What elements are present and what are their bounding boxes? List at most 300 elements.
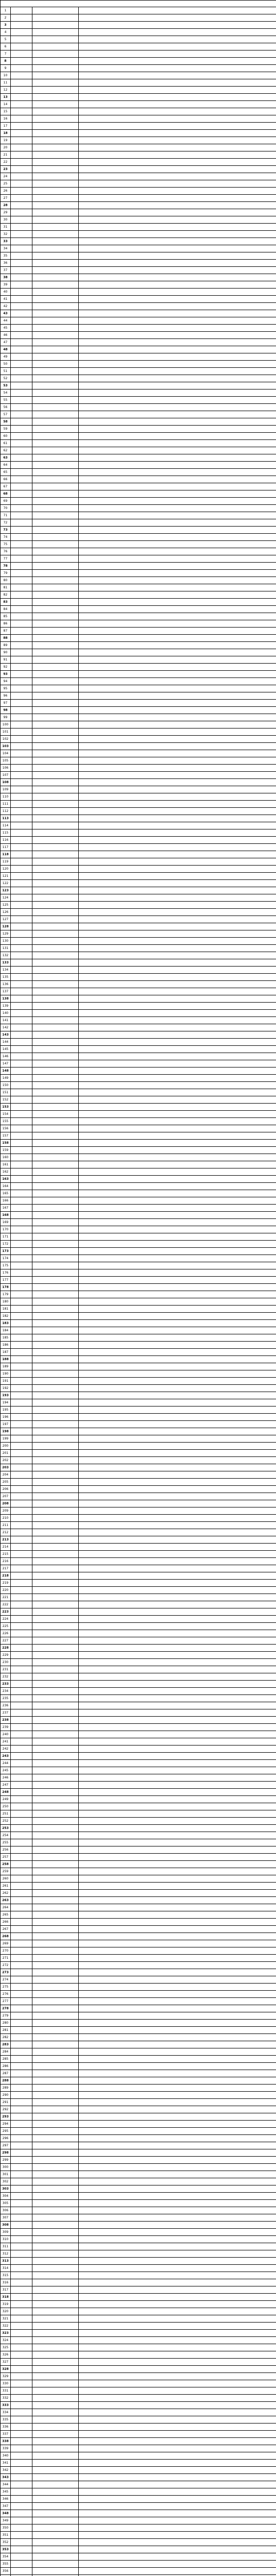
row-city [32, 1890, 79, 1897]
row-city [32, 1082, 79, 1089]
row-province [11, 519, 32, 527]
row-rule [79, 1017, 276, 1024]
row-province [11, 151, 32, 159]
row-city [32, 1565, 79, 1572]
row-index: 85 [1, 613, 11, 620]
row-index: 116 [1, 837, 11, 844]
row-city [32, 620, 79, 628]
row-city [32, 1616, 79, 1623]
row-rule [79, 1616, 276, 1623]
row-province [11, 707, 32, 714]
row-city [32, 166, 79, 173]
row-city [32, 339, 79, 346]
row-city [32, 180, 79, 188]
row-province [11, 2539, 32, 2546]
row-city [32, 267, 79, 274]
row-city [32, 570, 79, 577]
row-city [32, 1370, 79, 1378]
row-index: 158 [1, 1140, 11, 1147]
row-city [32, 678, 79, 685]
row-rule [79, 2070, 276, 2077]
row-city [32, 2027, 79, 2034]
row-rule [79, 252, 276, 260]
row-province [11, 2106, 32, 2113]
table-row [1, 476, 276, 483]
row-province [11, 1861, 32, 1868]
table-row [1, 1731, 276, 1738]
row-city [32, 87, 79, 94]
table-row [1, 1370, 276, 1378]
row-rule [79, 1479, 276, 1486]
row-province [11, 1897, 32, 1904]
row-index: 73 [1, 527, 11, 534]
row-province [11, 1616, 32, 1623]
row-index: 23 [1, 166, 11, 173]
row-index: 186 [1, 1342, 11, 1349]
table-row [1, 909, 276, 916]
table-row [1, 1984, 276, 1991]
row-index: 244 [1, 1760, 11, 1767]
row-rule [79, 2258, 276, 2265]
row-index: 200 [1, 1443, 11, 1450]
row-index: 324 [1, 2337, 11, 2344]
row-province [11, 180, 32, 188]
row-province [11, 245, 32, 252]
table-row [1, 548, 276, 555]
table-row [1, 1190, 276, 1197]
row-rule [79, 1334, 276, 1342]
row-rule [79, 1464, 276, 1471]
table-row [1, 1176, 276, 1183]
row-index: 41 [1, 296, 11, 303]
row-rule [79, 1161, 276, 1168]
row-city [32, 1385, 79, 1392]
row-rule [79, 296, 276, 303]
row-province [11, 1673, 32, 1681]
row-rule [79, 332, 276, 339]
row-city [32, 123, 79, 130]
row-rule [79, 2272, 276, 2279]
table-row [1, 2474, 276, 2481]
row-city [32, 1479, 79, 1486]
row-province [11, 1363, 32, 1370]
row-city [32, 541, 79, 548]
row-province [11, 1493, 32, 1500]
row-index: 326 [1, 2351, 11, 2359]
row-city [32, 577, 79, 584]
row-rule [79, 894, 276, 902]
row-rule [79, 389, 276, 397]
table-row [1, 2135, 276, 2142]
row-index: 115 [1, 829, 11, 837]
row-province [11, 2135, 32, 2142]
row-index: 316 [1, 2279, 11, 2286]
row-rule [79, 411, 276, 418]
row-city [32, 1053, 79, 1060]
row-index: 199 [1, 1435, 11, 1443]
row-index: 32 [1, 231, 11, 238]
table-row [1, 1428, 276, 1435]
row-rule [79, 1724, 276, 1731]
table-row [1, 1205, 276, 1212]
row-city [32, 2121, 79, 2128]
row-province [11, 1745, 32, 1753]
table-row [1, 1681, 276, 1688]
row-province [11, 1500, 32, 1507]
row-province [11, 1782, 32, 1789]
row-rule [79, 1890, 276, 1897]
table-row [1, 339, 276, 346]
row-city [32, 1132, 79, 1140]
row-province [11, 1854, 32, 1861]
row-index: 208 [1, 1500, 11, 1507]
row-rule [79, 361, 276, 368]
table-row [1, 1017, 276, 1024]
row-index: 69 [1, 498, 11, 505]
table-row [1, 2236, 276, 2243]
row-city [32, 2380, 79, 2387]
row-index: 113 [1, 815, 11, 822]
row-province [11, 1435, 32, 1443]
row-index: 24 [1, 173, 11, 180]
row-index: 259 [1, 1868, 11, 1875]
table-row [1, 397, 276, 404]
row-index: 171 [1, 1233, 11, 1241]
row-index: 33 [1, 238, 11, 245]
row-city [32, 1168, 79, 1176]
row-province [11, 2488, 32, 2496]
row-rule [79, 656, 276, 664]
row-city [32, 1695, 79, 1702]
table-row [1, 1031, 276, 1039]
table-row [1, 2106, 276, 2113]
row-index: 107 [1, 772, 11, 779]
row-province [11, 2149, 32, 2157]
row-rule [79, 2337, 276, 2344]
row-province [11, 29, 32, 36]
row-index: 160 [1, 1154, 11, 1161]
row-index: 99 [1, 714, 11, 721]
row-province [11, 1998, 32, 2005]
table-row [1, 1666, 276, 1673]
row-rule [79, 642, 276, 649]
row-rule [79, 1673, 276, 1681]
table-row [1, 988, 276, 995]
row-index: 250 [1, 1803, 11, 1810]
row-province [11, 2121, 32, 2128]
table-row [1, 1060, 276, 1067]
row-city [32, 1010, 79, 1017]
row-province [11, 1933, 32, 1940]
row-index: 10 [1, 72, 11, 79]
row-rule [79, 1443, 276, 1450]
row-index: 49 [1, 353, 11, 361]
row-city [32, 1810, 79, 1818]
row-rule [79, 1637, 276, 1645]
row-city [32, 1219, 79, 1226]
row-rule [79, 1414, 276, 1421]
table-row [1, 1132, 276, 1140]
table-row [1, 1947, 276, 1955]
row-rule [79, 873, 276, 880]
table-row [1, 252, 276, 260]
row-city [32, 844, 79, 851]
row-rule [79, 1796, 276, 1803]
table-row [1, 1039, 276, 1046]
row-rule [79, 1904, 276, 1911]
row-province [11, 2279, 32, 2286]
row-rule [79, 577, 276, 584]
row-index: 55 [1, 397, 11, 404]
table-row [1, 209, 276, 216]
row-index: 223 [1, 1608, 11, 1616]
row-province [11, 1471, 32, 1479]
row-city [32, 2178, 79, 2185]
table-row [1, 858, 276, 866]
table-title [1, 1, 276, 7]
row-city [32, 1392, 79, 1399]
table-row [1, 43, 276, 50]
row-city [32, 2113, 79, 2121]
row-province [11, 2084, 32, 2092]
row-index: 62 [1, 447, 11, 454]
table-row [1, 1147, 276, 1154]
table-row [1, 1955, 276, 1962]
row-rule [79, 101, 276, 108]
row-city [32, 65, 79, 72]
table-row [1, 1897, 276, 1904]
row-province [11, 757, 32, 765]
table-row [1, 1760, 276, 1767]
row-city [32, 1212, 79, 1219]
row-rule [79, 1839, 276, 1846]
row-province [11, 858, 32, 866]
table-row [1, 368, 276, 375]
row-city [32, 894, 79, 902]
table-row [1, 1183, 276, 1190]
table-row [1, 101, 276, 108]
row-index: 203 [1, 1464, 11, 1471]
row-province [11, 1349, 32, 1356]
row-city [32, 173, 79, 180]
table-row [1, 389, 276, 397]
row-rule [79, 490, 276, 498]
row-rule [79, 1594, 276, 1601]
row-province [11, 361, 32, 368]
table-row [1, 36, 276, 43]
row-index: 335 [1, 2416, 11, 2424]
row-city [32, 2546, 79, 2553]
row-city [32, 2171, 79, 2178]
row-province [11, 1443, 32, 1450]
row-rule [79, 1587, 276, 1594]
row-index: 240 [1, 1731, 11, 1738]
table-row [1, 786, 276, 793]
row-city [32, 440, 79, 447]
row-city [32, 1601, 79, 1608]
row-rule [79, 1558, 276, 1565]
row-rule [79, 1702, 276, 1709]
row-rule [79, 1717, 276, 1724]
row-rule [79, 1053, 276, 1060]
row-rule [79, 1320, 276, 1327]
row-city [32, 974, 79, 981]
table-row [1, 1241, 276, 1248]
row-index: 165 [1, 1190, 11, 1197]
row-index: 317 [1, 2286, 11, 2294]
row-city [32, 1464, 79, 1471]
row-index: 327 [1, 2359, 11, 2366]
table-row [1, 2366, 276, 2373]
row-city [32, 1630, 79, 1637]
row-city [32, 296, 79, 303]
row-rule [79, 2077, 276, 2084]
row-city [32, 43, 79, 50]
row-province [11, 144, 32, 151]
row-rule [79, 2359, 276, 2366]
row-province [11, 137, 32, 144]
table-row [1, 447, 276, 454]
table-row [1, 815, 276, 822]
row-index: 237 [1, 1709, 11, 1717]
table-row [1, 873, 276, 880]
row-province [11, 1313, 32, 1320]
row-province [11, 1450, 32, 1457]
row-rule [79, 202, 276, 209]
row-city [32, 721, 79, 728]
row-index: 145 [1, 1046, 11, 1053]
row-index: 297 [1, 2142, 11, 2149]
row-province [11, 2236, 32, 2243]
row-index: 59 [1, 426, 11, 433]
row-rule [79, 967, 276, 974]
row-rule [79, 2034, 276, 2041]
row-rule [79, 2474, 276, 2481]
table-row [1, 1075, 276, 1082]
table-row [1, 2452, 276, 2460]
row-rule [79, 851, 276, 858]
row-province [11, 959, 32, 967]
row-index: 135 [1, 974, 11, 981]
row-index: 180 [1, 1298, 11, 1306]
table-row [1, 959, 276, 967]
row-rule [79, 1608, 276, 1616]
row-city [32, 476, 79, 483]
row-province [11, 1053, 32, 1060]
row-province [11, 2243, 32, 2250]
row-index: 268 [1, 1933, 11, 1940]
row-index: 228 [1, 1645, 11, 1652]
row-province [11, 1753, 32, 1760]
table-row [1, 2243, 276, 2250]
table-row [1, 274, 276, 281]
row-province [11, 389, 32, 397]
row-city [32, 866, 79, 873]
row-city [32, 642, 79, 649]
row-province [11, 1219, 32, 1226]
row-province [11, 2193, 32, 2200]
row-province [11, 2409, 32, 2416]
row-rule [79, 2452, 276, 2460]
table-row [1, 714, 276, 721]
table-row [1, 2445, 276, 2452]
row-province [11, 382, 32, 389]
table-row [1, 1125, 276, 1132]
row-city [32, 58, 79, 65]
row-city [32, 995, 79, 1003]
row-index: 351 [1, 2532, 11, 2539]
row-city [32, 1652, 79, 1659]
row-index: 7 [1, 50, 11, 58]
row-city [32, 159, 79, 166]
row-index: 120 [1, 866, 11, 873]
row-province [11, 967, 32, 974]
row-index: 119 [1, 858, 11, 866]
table-row [1, 346, 276, 353]
row-province [11, 65, 32, 72]
row-index: 336 [1, 2424, 11, 2431]
row-index: 192 [1, 1385, 11, 1392]
row-city [32, 1861, 79, 1868]
row-province [11, 1551, 32, 1558]
row-province [11, 1241, 32, 1248]
row-index: 159 [1, 1147, 11, 1154]
row-province [11, 426, 32, 433]
row-rule [79, 1572, 276, 1580]
row-index: 295 [1, 2128, 11, 2135]
row-province [11, 2532, 32, 2539]
row-city [32, 1875, 79, 1883]
row-province [11, 108, 32, 115]
row-rule [79, 2330, 276, 2337]
row-rule [79, 2416, 276, 2424]
row-city [32, 2185, 79, 2193]
row-rule [79, 887, 276, 894]
row-province [11, 216, 32, 224]
table-row [1, 1161, 276, 1168]
row-index: 314 [1, 2265, 11, 2272]
row-index: 138 [1, 995, 11, 1003]
row-index: 176 [1, 1269, 11, 1277]
row-index: 226 [1, 1630, 11, 1637]
row-rule [79, 1363, 276, 1370]
row-index: 74 [1, 534, 11, 541]
row-city [32, 1753, 79, 1760]
row-index: 241 [1, 1738, 11, 1745]
row-province [11, 1789, 32, 1796]
row-rule [79, 2481, 276, 2488]
table-row [1, 2041, 276, 2048]
row-city [32, 858, 79, 866]
table-row [1, 2229, 276, 2236]
table-row [1, 1082, 276, 1089]
row-rule [79, 880, 276, 887]
row-province [11, 2524, 32, 2532]
row-index: 269 [1, 1940, 11, 1947]
row-city [32, 1673, 79, 1681]
row-index: 151 [1, 1089, 11, 1096]
row-rule [79, 519, 276, 527]
row-city [32, 1688, 79, 1695]
row-rule [79, 1233, 276, 1241]
row-index: 356 [1, 2568, 11, 2575]
row-rule [79, 50, 276, 58]
row-province [11, 837, 32, 844]
table-row [1, 1298, 276, 1306]
row-province [11, 375, 32, 382]
row-index: 252 [1, 1818, 11, 1825]
table-row [1, 1356, 276, 1363]
